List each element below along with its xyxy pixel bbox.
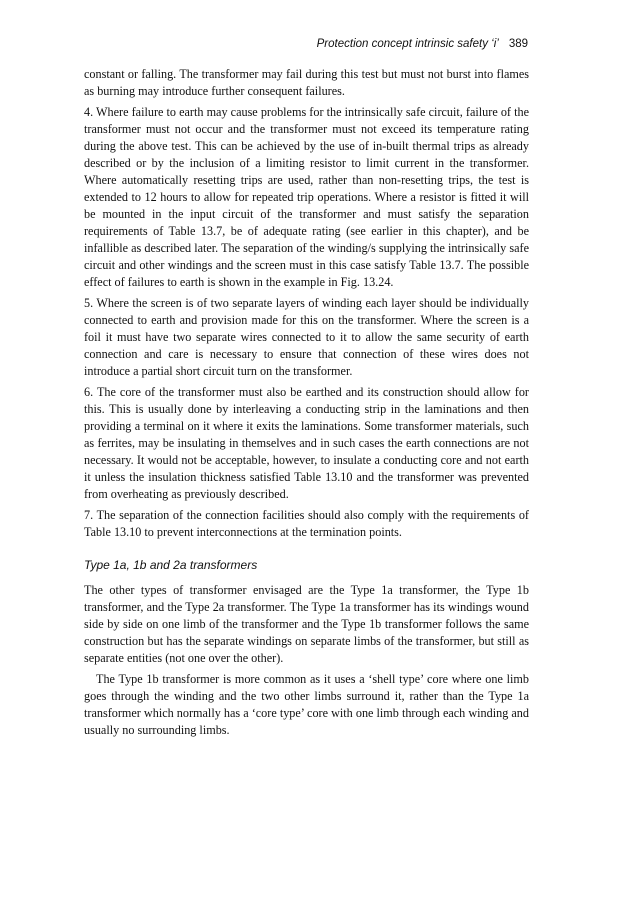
paragraph: constant or falling. The transformer may fail during this test but must not burst into flames as burning may introduce further consequent failures. [84,67,529,98]
running-header [317,38,528,50]
paragraph: The other types of transformer envisaged are the Type 1a transformer, the Type 1b transformer, and the Type 2a transformer. The Type 1a transformer has its windings wound side by side on one limb of the transformer and the Type 1b transformer follows the same construction but has the separate windings on separate limbs of the transformer, but still as separate entities (not one over the other). [84,583,529,665]
paragraph: 4. Where failure to earth may cause problems for the intrinsically safe circuit, failure of the transformer must not occur and the transformer must not exceed its temperature rating during the above test. This can be achieved by the use of in-built thermal trips as already described or by the inclusion of a limiting resistor to limit current in the transformer. Where automatically resetting trips are used, rather than non-resetting trips, the test is extended to 12 hours to allow for repeated trip operations. Where a resistor is fitted it will be mounted in the input circuit of the transformer and must satisfy the separation requirements of Table 13.7, be of adequate rating (see earlier in this chapter), and be infallible as described later. The separation of the winding/s supplying the intrinsically safe circuit and other windings and the screen must in this case satisfy Table 13.7. The possible effect of failures to earth is shown in the example in Fig. 13.24. [84,105,529,289]
section-heading: Type 1a, 1b and 2a transformers [84,558,258,572]
page-number: 389 [508,38,528,50]
paragraph: 6. The core of the transformer must also be earthed and its construction should allow for this. This is usually done by interleaving a conducting strip in the laminations and then providing a terminal on it where it exits the laminations. Some transformer materials, such as ferrites, may be insulating in themselves and in such cases the earth connections are not necessary. It would not be acceptable, however, to insulate a conducting core and not earth it unless the insulation thickness satisfied Table 13.10 and the transformer was prevented from overheating as previously described. [84,385,529,501]
header-title: Protection concept intrinsic safety ‘i’ [316,38,499,50]
body-text [84,66,529,743]
paragraph: 5. Where the screen is of two separate layers of winding each layer should be individually connected to earth and provision made for this on the transformer. Where the screen is a foil it must have two separate wires connected to it to allow the same security of earth connection and care is necessary to ensure that connection of these wires does not introduce a partial short circuit turn on the transformer. [84,296,529,378]
paragraph: The Type 1b transformer is more common as it uses a ‘shell type’ core where one limb goes through the winding and the two other limbs surround it, rather than the Type 1a transformer which normally has a ‘core type’ core with one limb through each winding and usually no surrounding limbs. [84,672,529,737]
paragraph: 7. The separation of the connection facilities should also comply with the requirements of Table 13.10 to prevent interconnections at the termination points. [84,508,529,539]
